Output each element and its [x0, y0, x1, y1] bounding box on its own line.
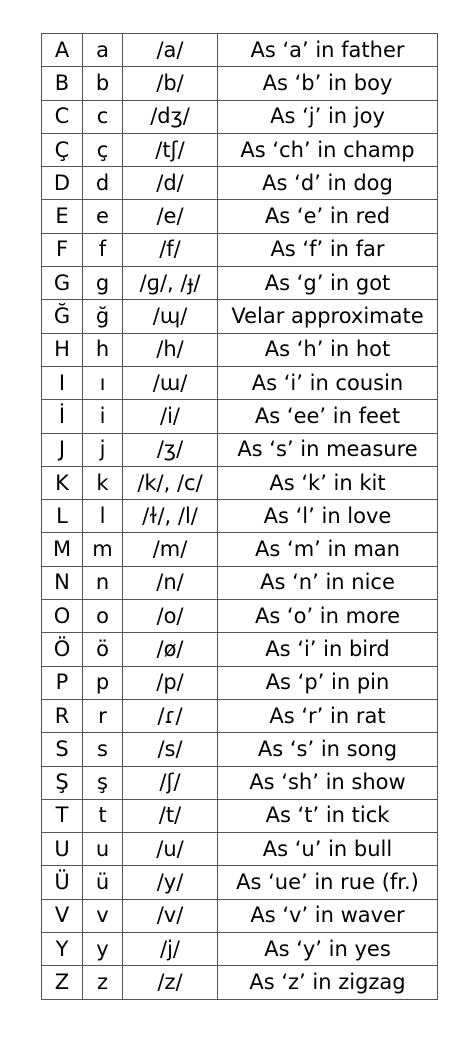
uppercase-letter-cell: Ğ: [42, 300, 83, 333]
uppercase-letter-cell: S: [42, 733, 83, 766]
ipa-cell: /dʒ/: [123, 100, 218, 133]
ipa-cell: /k/, /c/: [123, 466, 218, 499]
uppercase-letter-cell: I: [42, 366, 83, 399]
ipa-cell: /ɡ/, /ɟ/: [123, 267, 218, 300]
uppercase-letter-cell: V: [42, 899, 83, 932]
table-row: [42, 400, 438, 433]
alphabet-sheet: [41, 33, 437, 999]
pronunciation-cell: As ‘ch’ in champ: [218, 133, 438, 166]
ipa-cell: /z/: [123, 966, 218, 999]
pronunciation-cell: As ‘j’ in joy: [218, 100, 438, 133]
pronunciation-cell: As ‘f’ in far: [218, 233, 438, 266]
table-row: [42, 366, 438, 399]
lowercase-letter-cell: y: [83, 933, 123, 966]
pronunciation-cell: As ‘ee’ in feet: [218, 400, 438, 433]
lowercase-letter-cell: k: [83, 466, 123, 499]
pronunciation-cell: As ‘d’ in dog: [218, 167, 438, 200]
pronunciation-cell: As ‘r’ in rat: [218, 699, 438, 732]
lowercase-letter-cell: ş: [83, 766, 123, 799]
pronunciation-cell: As ‘ue’ in rue (fr.): [218, 866, 438, 899]
uppercase-letter-cell: M: [42, 533, 83, 566]
lowercase-letter-cell: c: [83, 100, 123, 133]
lowercase-letter-cell: i: [83, 400, 123, 433]
pronunciation-cell: As ‘k’ in kit: [218, 466, 438, 499]
ipa-cell: /f/: [123, 233, 218, 266]
table-row: [42, 133, 438, 166]
pronunciation-cell: As ‘v’ in waver: [218, 899, 438, 932]
uppercase-letter-cell: D: [42, 167, 83, 200]
ipa-cell: /a/: [123, 34, 218, 67]
uppercase-letter-cell: H: [42, 333, 83, 366]
alphabet-table-body: [42, 34, 438, 1000]
pronunciation-cell: As ‘sh’ in show: [218, 766, 438, 799]
table-row: [42, 833, 438, 866]
table-row: [42, 633, 438, 666]
uppercase-letter-cell: B: [42, 67, 83, 100]
lowercase-letter-cell: t: [83, 799, 123, 832]
ipa-cell: /p/: [123, 666, 218, 699]
ipa-cell: /ʒ/: [123, 433, 218, 466]
uppercase-letter-cell: Z: [42, 966, 83, 999]
ipa-cell: /e/: [123, 200, 218, 233]
uppercase-letter-cell: Ü: [42, 866, 83, 899]
ipa-cell: /tʃ/: [123, 133, 218, 166]
table-row: [42, 100, 438, 133]
lowercase-letter-cell: z: [83, 966, 123, 999]
pronunciation-cell: As ‘u’ in bull: [218, 833, 438, 866]
uppercase-letter-cell: Ş: [42, 766, 83, 799]
ipa-cell: /v/: [123, 899, 218, 932]
ipa-cell: /b/: [123, 67, 218, 100]
pronunciation-cell: As ‘e’ in red: [218, 200, 438, 233]
lowercase-letter-cell: b: [83, 67, 123, 100]
ipa-cell: /s/: [123, 733, 218, 766]
lowercase-letter-cell: ç: [83, 133, 123, 166]
lowercase-letter-cell: h: [83, 333, 123, 366]
uppercase-letter-cell: R: [42, 699, 83, 732]
lowercase-letter-cell: v: [83, 899, 123, 932]
lowercase-letter-cell: ü: [83, 866, 123, 899]
ipa-cell: /ɰ/: [123, 300, 218, 333]
lowercase-letter-cell: m: [83, 533, 123, 566]
pronunciation-cell: As ‘i’ in cousin: [218, 366, 438, 399]
pronunciation-cell: As ‘n’ in nice: [218, 566, 438, 599]
pronunciation-cell: As ‘s’ in measure: [218, 433, 438, 466]
uppercase-letter-cell: J: [42, 433, 83, 466]
table-row: [42, 899, 438, 932]
pronunciation-cell: As ‘s’ in song: [218, 733, 438, 766]
ipa-cell: /d/: [123, 167, 218, 200]
lowercase-letter-cell: d: [83, 167, 123, 200]
table-row: [42, 666, 438, 699]
table-row: [42, 699, 438, 732]
uppercase-letter-cell: F: [42, 233, 83, 266]
pronunciation-cell: As ‘i’ in bird: [218, 633, 438, 666]
lowercase-letter-cell: s: [83, 733, 123, 766]
table-row: [42, 866, 438, 899]
lowercase-letter-cell: f: [83, 233, 123, 266]
ipa-cell: /t/: [123, 799, 218, 832]
table-row: [42, 533, 438, 566]
table-row: [42, 933, 438, 966]
ipa-cell: /j/: [123, 933, 218, 966]
lowercase-letter-cell: p: [83, 666, 123, 699]
pronunciation-cell: As ‘g’ in got: [218, 267, 438, 300]
ipa-cell: /u/: [123, 833, 218, 866]
lowercase-letter-cell: ö: [83, 633, 123, 666]
table-row: [42, 67, 438, 100]
table-row: [42, 566, 438, 599]
uppercase-letter-cell: Y: [42, 933, 83, 966]
table-row: [42, 300, 438, 333]
ipa-cell: /y/: [123, 866, 218, 899]
table-row: [42, 600, 438, 633]
uppercase-letter-cell: L: [42, 500, 83, 533]
ipa-cell: /i/: [123, 400, 218, 433]
uppercase-letter-cell: T: [42, 799, 83, 832]
table-row: [42, 167, 438, 200]
pronunciation-cell: As ‘y’ in yes: [218, 933, 438, 966]
table-row: [42, 799, 438, 832]
lowercase-letter-cell: r: [83, 699, 123, 732]
lowercase-letter-cell: ğ: [83, 300, 123, 333]
table-row: [42, 766, 438, 799]
ipa-cell: /ɫ/, /l/: [123, 500, 218, 533]
table-row: [42, 233, 438, 266]
alphabet-table: [41, 33, 438, 1000]
table-row: [42, 466, 438, 499]
uppercase-letter-cell: U: [42, 833, 83, 866]
table-row: [42, 966, 438, 999]
table-row: [42, 333, 438, 366]
uppercase-letter-cell: N: [42, 566, 83, 599]
uppercase-letter-cell: Ö: [42, 633, 83, 666]
uppercase-letter-cell: O: [42, 600, 83, 633]
pronunciation-cell: As ‘b’ in boy: [218, 67, 438, 100]
pronunciation-cell: As ‘t’ in tick: [218, 799, 438, 832]
pronunciation-cell: As ‘o’ in more: [218, 600, 438, 633]
uppercase-letter-cell: P: [42, 666, 83, 699]
table-row: [42, 500, 438, 533]
lowercase-letter-cell: l: [83, 500, 123, 533]
ipa-cell: /m/: [123, 533, 218, 566]
table-row: [42, 34, 438, 67]
uppercase-letter-cell: K: [42, 466, 83, 499]
lowercase-letter-cell: j: [83, 433, 123, 466]
pronunciation-cell: As ‘z’ in zigzag: [218, 966, 438, 999]
uppercase-letter-cell: C: [42, 100, 83, 133]
table-row: [42, 200, 438, 233]
pronunciation-cell: As ‘p’ in pin: [218, 666, 438, 699]
lowercase-letter-cell: a: [83, 34, 123, 67]
pronunciation-cell: As ‘l’ in love: [218, 500, 438, 533]
pronunciation-cell: As ‘m’ in man: [218, 533, 438, 566]
uppercase-letter-cell: E: [42, 200, 83, 233]
lowercase-letter-cell: o: [83, 600, 123, 633]
lowercase-letter-cell: u: [83, 833, 123, 866]
uppercase-letter-cell: İ: [42, 400, 83, 433]
ipa-cell: /ø/: [123, 633, 218, 666]
ipa-cell: /ɾ/: [123, 699, 218, 732]
ipa-cell: /o/: [123, 600, 218, 633]
ipa-cell: /ɯ/: [123, 366, 218, 399]
lowercase-letter-cell: n: [83, 566, 123, 599]
table-row: [42, 733, 438, 766]
ipa-cell: /h/: [123, 333, 218, 366]
lowercase-letter-cell: g: [83, 267, 123, 300]
ipa-cell: /ʃ/: [123, 766, 218, 799]
lowercase-letter-cell: ı: [83, 366, 123, 399]
table-row: [42, 267, 438, 300]
uppercase-letter-cell: A: [42, 34, 83, 67]
pronunciation-cell: Velar approximate: [218, 300, 438, 333]
pronunciation-cell: As ‘a’ in father: [218, 34, 438, 67]
lowercase-letter-cell: e: [83, 200, 123, 233]
pronunciation-cell: As ‘h’ in hot: [218, 333, 438, 366]
uppercase-letter-cell: G: [42, 267, 83, 300]
uppercase-letter-cell: Ç: [42, 133, 83, 166]
table-row: [42, 433, 438, 466]
ipa-cell: /n/: [123, 566, 218, 599]
